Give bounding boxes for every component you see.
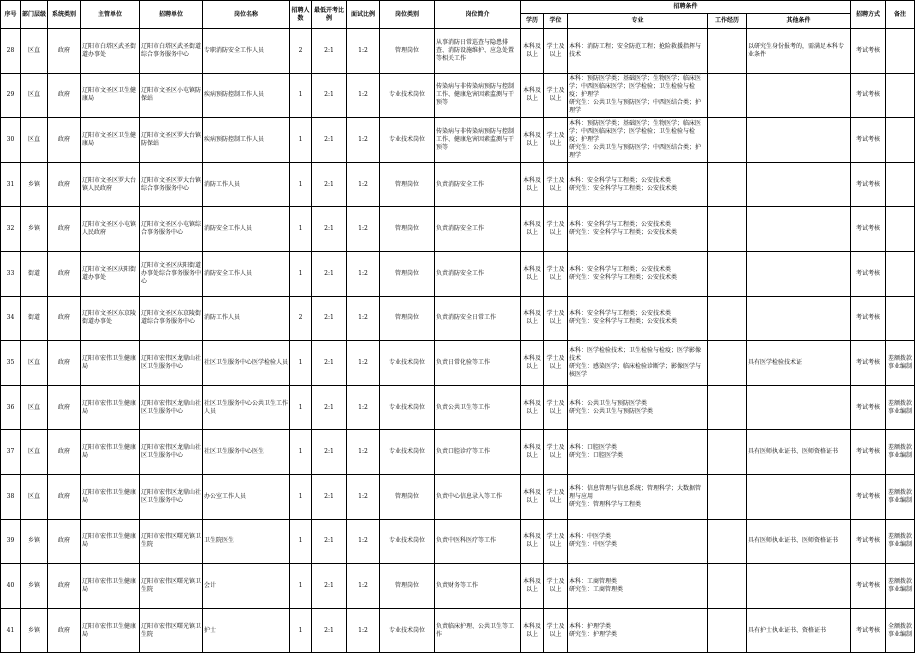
cell-post-name: 消防工作人员 [203,162,290,207]
cell-employer: 辽阳市文圣区罗大台镇综合事务服务中心 [140,162,203,207]
cell-employer: 辽阳市文圣区东京陵街道综合事务服务中心 [140,296,203,341]
table-row [1,474,915,519]
cell-major: 本科：安全科学与工程类；公安技术类 研究生：安全科学与工程类；公安技术类 [568,296,708,341]
cell-note [886,207,915,252]
cell-authority: 辽阳市宏伟卫生健康局 [81,474,140,519]
cell-interview-ratio: 1:2 [347,608,380,653]
cell-major: 本科：中医学类 研究生：中医学类 [568,519,708,564]
table-row [1,564,915,609]
header-post-name: 岗位名称 [203,1,290,29]
cell-interview-ratio: 1:2 [347,207,380,252]
cell-major: 本科：安全科学与工程类；公安技术类 研究生：安全科学与工程类；公安技术类 [568,251,708,296]
cell-system-type: 政府 [48,608,81,653]
header-degree: 学位 [544,14,568,29]
cell-note: 差额拨款事业编制 [886,519,915,564]
cell-major: 本科：预防医学类；基础医学；生物医学；临床医学；中西医临床医学；医学检验；卫生检验与检疫；护理学 研究生：公共卫生与预防医学；中西医结合类；护理学 [568,73,708,118]
cell-post-type: 管理岗位 [380,207,435,252]
cell-seq: 38 [1,474,21,519]
cell-employer: 辽阳市宏伟区曙光镇卫生院 [140,608,203,653]
cell-note: 差额拨款事业编制 [886,564,915,609]
cell-note: 差额拨款事业编制 [886,341,915,386]
cell-system-type: 政府 [48,251,81,296]
cell-method: 考试考核 [851,564,886,609]
cell-interview-ratio: 1:2 [347,430,380,475]
cell-dept-level: 区直 [21,73,48,118]
cell-min-ratio: 2:1 [312,251,347,296]
cell-interview-ratio: 1:2 [347,564,380,609]
cell-education: 本科及以上 [521,162,544,207]
cell-system-type: 政府 [48,474,81,519]
cell-min-ratio: 2:1 [312,385,347,430]
cell-post-type: 管理岗位 [380,296,435,341]
cell-post-name: 护士 [203,608,290,653]
cell-interview-ratio: 1:2 [347,474,380,519]
cell-major: 本科：护理学类 研究生：护理学类 [568,608,708,653]
cell-post-name: 卫生院医生 [203,519,290,564]
cell-dept-level: 区直 [21,430,48,475]
cell-dept-level: 区直 [21,474,48,519]
cell-seq: 32 [1,207,21,252]
cell-post-name: 疾病预防控制工作人员 [203,73,290,118]
cell-authority: 辽阳市宏伟卫生健康局 [81,430,140,475]
cell-min-ratio: 2:1 [312,118,347,163]
cell-dept-level: 乡镇 [21,519,48,564]
cell-degree: 学士及以上 [544,296,568,341]
cell-education: 本科及以上 [521,341,544,386]
cell-experience [708,29,747,74]
cell-method: 考试考核 [851,251,886,296]
cell-authority: 辽阳市宏伟卫生健康局 [81,519,140,564]
cell-post-name: 专职消防安全工作人员 [203,29,290,74]
cell-post-type: 管理岗位 [380,29,435,74]
cell-count: 1 [290,519,312,564]
cell-authority: 辽阳市文圣区东京陵街道办事处 [81,296,140,341]
cell-education: 本科及以上 [521,251,544,296]
cell-major: 本科：医学检验技术；卫生检验与检疫；医学影像技术 研究生：感染医学；临床检验诊断学；影像医学与核医学 [568,341,708,386]
table-row [1,251,915,296]
cell-post-type: 专业技术岗位 [380,73,435,118]
cell-method: 考试考核 [851,474,886,519]
cell-seq: 36 [1,385,21,430]
cell-note [886,251,915,296]
cell-count: 1 [290,385,312,430]
cell-count: 1 [290,474,312,519]
header-note: 备注 [886,1,915,29]
cell-intro: 传染病与非传染病预防与控制工作、健康危害因素监测与干预等 [435,118,521,163]
cell-dept-level: 街道 [21,296,48,341]
cell-degree: 学士及以上 [544,29,568,74]
cell-post-type: 管理岗位 [380,564,435,609]
cell-experience [708,207,747,252]
table-row [1,162,915,207]
cell-min-ratio: 2:1 [312,430,347,475]
cell-method: 考试考核 [851,385,886,430]
cell-seq: 37 [1,430,21,475]
cell-system-type: 政府 [48,162,81,207]
cell-other [747,162,851,207]
cell-degree: 学士及以上 [544,251,568,296]
cell-post-type: 专业技术岗位 [380,430,435,475]
cell-post-name: 社区卫生服务中心公共卫生工作人员 [203,385,290,430]
cell-experience [708,608,747,653]
cell-degree: 学士及以上 [544,385,568,430]
cell-intro: 负责日常化验等工作 [435,341,521,386]
cell-min-ratio: 2:1 [312,296,347,341]
cell-employer: 辽阳市宏伟区曙光镇卫生院 [140,519,203,564]
cell-system-type: 政府 [48,564,81,609]
cell-degree: 学士及以上 [544,207,568,252]
cell-experience [708,430,747,475]
cell-post-type: 专业技术岗位 [380,118,435,163]
cell-authority: 辽阳市宏伟卫生健康局 [81,341,140,386]
cell-min-ratio: 2:1 [312,341,347,386]
cell-experience [708,162,747,207]
cell-other [747,296,851,341]
cell-authority: 辽阳市文圣区罗大台镇人民政府 [81,162,140,207]
cell-intro: 传染病与非传染病预防与控制工作、健康危害因素监测与干预等 [435,73,521,118]
cell-post-name: 消防工作人员 [203,296,290,341]
cell-other: 具有医学检验技术证 [747,341,851,386]
cell-note [886,162,915,207]
cell-method: 考试考核 [851,29,886,74]
cell-method: 考试考核 [851,207,886,252]
cell-experience [708,296,747,341]
cell-interview-ratio: 1:2 [347,385,380,430]
cell-experience [708,474,747,519]
cell-education: 本科及以上 [521,519,544,564]
table-row [1,608,915,653]
cell-post-name: 消防安全工作人员 [203,207,290,252]
cell-experience [708,73,747,118]
cell-intro: 负责财务等工作 [435,564,521,609]
cell-authority: 辽阳市文圣区卫生健康局 [81,118,140,163]
cell-authority: 辽阳市文圣区庆阳街道办事处 [81,251,140,296]
cell-education: 本科及以上 [521,385,544,430]
cell-major: 本科：工商管理类 研究生：工商管理类 [568,564,708,609]
cell-dept-level: 区直 [21,29,48,74]
cell-degree: 学士及以上 [544,519,568,564]
cell-system-type: 政府 [48,341,81,386]
cell-seq: 28 [1,29,21,74]
cell-employer: 辽阳市宏伟区龙鼎山社区卫生服务中心 [140,474,203,519]
cell-system-type: 政府 [48,430,81,475]
cell-experience [708,564,747,609]
cell-seq: 40 [1,564,21,609]
cell-note [886,73,915,118]
cell-seq: 31 [1,162,21,207]
cell-major: 本科：安全科学与工程类；公安技术类 研究生：安全科学与工程类；公安技术类 [568,162,708,207]
cell-other [747,118,851,163]
cell-min-ratio: 2:1 [312,564,347,609]
cell-employer: 辽阳市白塔区武圣街道综合事务服务中心 [140,29,203,74]
cell-post-type: 管理岗位 [380,474,435,519]
cell-method: 考试考核 [851,296,886,341]
cell-authority: 辽阳市文圣区卫生健康局 [81,73,140,118]
cell-intro: 负责公共卫生等工作 [435,385,521,430]
cell-degree: 学士及以上 [544,474,568,519]
cell-dept-level: 乡镇 [21,162,48,207]
cell-method: 考试考核 [851,118,886,163]
cell-degree: 学士及以上 [544,118,568,163]
cell-employer: 辽阳市文圣区庆阳街道办事处综合事务服务中心 [140,251,203,296]
cell-education: 本科及以上 [521,73,544,118]
cell-other [747,207,851,252]
cell-post-name: 办公室工作人员 [203,474,290,519]
header-experience: 工作经历 [708,14,747,29]
table-row [1,519,915,564]
cell-degree: 学士及以上 [544,564,568,609]
cell-system-type: 政府 [48,29,81,74]
cell-seq: 35 [1,341,21,386]
cell-post-type: 专业技术岗位 [380,385,435,430]
header-major: 专业 [568,14,708,29]
table-row [1,118,915,163]
cell-method: 考试考核 [851,519,886,564]
cell-education: 本科及以上 [521,296,544,341]
cell-min-ratio: 2:1 [312,207,347,252]
cell-count: 1 [290,207,312,252]
cell-major: 本科：预防医学类；基础医学；生物医学；临床医学；中西医临床医学；医学检验；卫生检验与检疫；护理学 研究生：公共卫生与预防医学；中西医结合类；护理学 [568,118,708,163]
cell-other [747,251,851,296]
cell-method: 考试考核 [851,73,886,118]
header-dept-level: 部门层级 [21,1,48,29]
table-row [1,296,915,341]
cell-major: 本科：口腔医学类 研究生：口腔医学类 [568,430,708,475]
cell-note [886,118,915,163]
cell-note: 差额拨款事业编制 [886,385,915,430]
header-count: 招聘人数 [290,1,312,29]
cell-seq: 29 [1,73,21,118]
cell-other: 具有护士执业证书、资格证书 [747,608,851,653]
cell-dept-level: 区直 [21,118,48,163]
cell-education: 本科及以上 [521,430,544,475]
header-system-type: 系统类别 [48,1,81,29]
cell-other [747,73,851,118]
cell-count: 2 [290,296,312,341]
cell-major: 本科：安全科学与工程类；公安技术类 研究生：安全科学与工程类；公安技术类 [568,207,708,252]
cell-method: 考试考核 [851,162,886,207]
cell-authority: 辽阳市文圣区小屯镇人民政府 [81,207,140,252]
cell-system-type: 政府 [48,385,81,430]
cell-intro: 负责消防安全工作 [435,207,521,252]
cell-interview-ratio: 1:2 [347,73,380,118]
header-min-ratio: 最低开考比例 [312,1,347,29]
table-header [1,1,915,29]
cell-count: 1 [290,430,312,475]
header-other: 其他条件 [747,14,851,29]
cell-count: 2 [290,29,312,74]
cell-employer: 辽阳市宏伟区曙光镇卫生院 [140,564,203,609]
cell-seq: 34 [1,296,21,341]
cell-method: 考试考核 [851,430,886,475]
cell-intro: 负责口腔诊疗等工作 [435,430,521,475]
cell-method: 考试考核 [851,341,886,386]
cell-dept-level: 区直 [21,341,48,386]
cell-intro: 负责中医科医疗等工作 [435,519,521,564]
cell-experience [708,118,747,163]
table-row [1,430,915,475]
cell-other: 具有医师执业证书、医师资格证书 [747,519,851,564]
header-seq: 序号 [1,1,21,29]
header-interview-ratio: 面试比例 [347,1,380,29]
cell-other [747,474,851,519]
cell-experience [708,341,747,386]
cell-employer: 辽阳市宏伟区龙鼎山社区卫生服务中心 [140,341,203,386]
cell-post-name: 会计 [203,564,290,609]
cell-degree: 学士及以上 [544,162,568,207]
table-row [1,341,915,386]
cell-interview-ratio: 1:2 [347,118,380,163]
cell-count: 1 [290,251,312,296]
cell-employer: 辽阳市宏伟区龙鼎山社区卫生服务中心 [140,385,203,430]
cell-employer: 辽阳市文圣区罗大台镇防保站 [140,118,203,163]
cell-intro: 负责中心信息录入等工作 [435,474,521,519]
cell-experience [708,519,747,564]
cell-authority: 辽阳市白塔区武圣街道办事处 [81,29,140,74]
cell-education: 本科及以上 [521,474,544,519]
cell-interview-ratio: 1:2 [347,519,380,564]
cell-system-type: 政府 [48,73,81,118]
cell-count: 1 [290,118,312,163]
cell-other: 以研究生身份报考的，需满足本科专业条件 [747,29,851,74]
header-authority: 主管单位 [81,1,140,29]
header-intro: 岗位简介 [435,1,521,29]
cell-note: 差额拨款事业编制 [886,474,915,519]
cell-education: 本科及以上 [521,29,544,74]
cell-min-ratio: 2:1 [312,29,347,74]
header-education: 学历 [521,14,544,29]
header-method: 招聘方式 [851,1,886,29]
cell-interview-ratio: 1:2 [347,251,380,296]
cell-interview-ratio: 1:2 [347,162,380,207]
cell-major: 本科：信息管理与信息系统；管理科学；大数据管理与应用 研究生：管理科学与工程类 [568,474,708,519]
header-conditions: 招聘条件 [521,1,851,14]
cell-education: 本科及以上 [521,207,544,252]
cell-degree: 学士及以上 [544,430,568,475]
cell-degree: 学士及以上 [544,341,568,386]
cell-post-name: 社区卫生服务中心医生 [203,430,290,475]
cell-count: 1 [290,341,312,386]
cell-intro: 从事消防日常巡查与隐患排查、消防设施维护、应急处置等相关工作 [435,29,521,74]
cell-intro: 负责消防安全日常工作 [435,296,521,341]
cell-dept-level: 乡镇 [21,564,48,609]
cell-post-type: 专业技术岗位 [380,519,435,564]
header-post-type: 岗位类别 [380,1,435,29]
header-employer: 招聘单位 [140,1,203,29]
cell-note: 全额拨款事业编制 [886,608,915,653]
cell-major: 本科：公共卫生与预防医学类 研究生：公共卫生与预防医学类 [568,385,708,430]
cell-authority: 辽阳市宏伟卫生健康局 [81,608,140,653]
cell-post-name: 疾病预防控制工作人员 [203,118,290,163]
cell-system-type: 政府 [48,118,81,163]
cell-method: 考试考核 [851,608,886,653]
cell-post-type: 专业技术岗位 [380,341,435,386]
cell-interview-ratio: 1:2 [347,296,380,341]
table-row [1,29,915,74]
cell-major: 本科：消防工程；安全防范工程；抢险救援指挥与技术 [568,29,708,74]
cell-dept-level: 区直 [21,385,48,430]
table-body [1,29,915,653]
cell-post-name: 消防安全工作人员 [203,251,290,296]
cell-min-ratio: 2:1 [312,474,347,519]
cell-min-ratio: 2:1 [312,519,347,564]
table-row [1,385,915,430]
cell-system-type: 政府 [48,519,81,564]
cell-seq: 30 [1,118,21,163]
cell-authority: 辽阳市宏伟卫生健康局 [81,564,140,609]
cell-post-type: 管理岗位 [380,251,435,296]
cell-system-type: 政府 [48,207,81,252]
cell-intro: 负责临床护理、公共卫生等工作 [435,608,521,653]
cell-employer: 辽阳市文圣区小屯镇防保站 [140,73,203,118]
cell-experience [708,385,747,430]
cell-seq: 41 [1,608,21,653]
cell-other: 具有医师执业证书、医师资格证书 [747,430,851,475]
cell-post-type: 管理岗位 [380,162,435,207]
cell-post-type: 专业技术岗位 [380,608,435,653]
cell-intro: 负责消防安全工作 [435,251,521,296]
cell-dept-level: 街道 [21,251,48,296]
cell-authority: 辽阳市宏伟卫生健康局 [81,385,140,430]
cell-degree: 学士及以上 [544,73,568,118]
cell-other [747,385,851,430]
cell-note: 差额拨款事业编制 [886,430,915,475]
cell-employer: 辽阳市宏伟区龙鼎山社区卫生服务中心 [140,430,203,475]
cell-dept-level: 乡镇 [21,207,48,252]
cell-employer: 辽阳市文圣区小屯镇综合事务服务中心 [140,207,203,252]
cell-interview-ratio: 1:2 [347,341,380,386]
cell-education: 本科及以上 [521,564,544,609]
cell-count: 1 [290,564,312,609]
cell-experience [708,251,747,296]
cell-system-type: 政府 [48,296,81,341]
cell-min-ratio: 2:1 [312,162,347,207]
cell-note [886,296,915,341]
cell-education: 本科及以上 [521,608,544,653]
cell-count: 1 [290,162,312,207]
cell-count: 1 [290,608,312,653]
cell-degree: 学士及以上 [544,608,568,653]
cell-note [886,29,915,74]
cell-other [747,564,851,609]
cell-dept-level: 乡镇 [21,608,48,653]
table-row [1,73,915,118]
cell-count: 1 [290,73,312,118]
cell-min-ratio: 2:1 [312,73,347,118]
cell-intro: 负责消防安全工作 [435,162,521,207]
cell-post-name: 社区卫生服务中心医学检验人员 [203,341,290,386]
cell-seq: 39 [1,519,21,564]
cell-education: 本科及以上 [521,118,544,163]
table-row [1,207,915,252]
cell-min-ratio: 2:1 [312,608,347,653]
cell-seq: 33 [1,251,21,296]
cell-interview-ratio: 1:2 [347,29,380,74]
